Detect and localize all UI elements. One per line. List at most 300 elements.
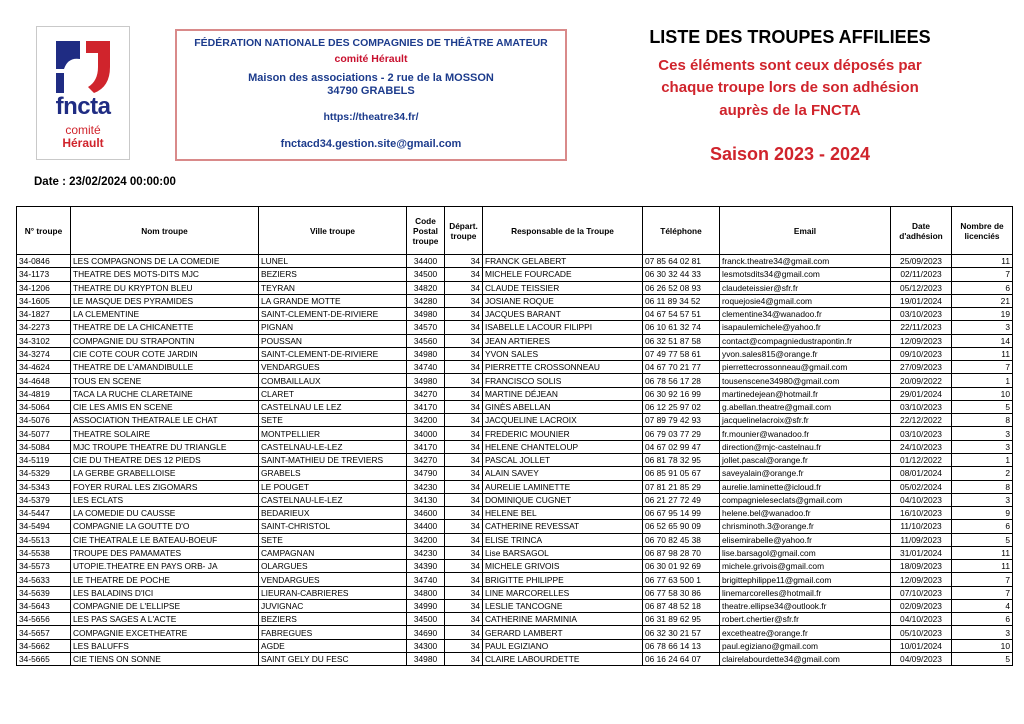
cell-email: contact@compagniedustrapontin.fr	[720, 334, 891, 347]
cell-city: CASTELNAU-LE-LEZ	[259, 440, 407, 453]
cell-name: FOYER RURAL LES ZIGOMARS	[71, 480, 259, 493]
cell-name: COMPAGNIE DE L'ELLIPSE	[71, 599, 259, 612]
cell-num: 34-5494	[17, 520, 71, 533]
cell-date: 19/01/2024	[891, 294, 952, 307]
federation-address2: 34790 GRABELS	[327, 85, 415, 97]
fncta-logo-icon	[50, 37, 116, 97]
cell-phone: 07 89 79 42 93	[643, 414, 720, 427]
cell-department: 34	[445, 599, 483, 612]
cell-count: 1	[952, 453, 1013, 466]
cell-num: 34-5662	[17, 639, 71, 652]
cell-count: 11	[952, 546, 1013, 559]
cell-name: THEATRE SOLAIRE	[71, 427, 259, 440]
table-row	[17, 599, 1013, 612]
cell-count: 11	[952, 560, 1013, 573]
cell-phone: 06 78 56 17 28	[643, 374, 720, 387]
cell-count: 6	[952, 281, 1013, 294]
cell-num: 34-1173	[17, 268, 71, 281]
table-row	[17, 427, 1013, 440]
page-title: LISTE DES TROUPES AFFILIEES	[649, 27, 931, 47]
cell-phone: 06 87 98 28 70	[643, 546, 720, 559]
cell-manager: MARTINE DÉJEAN	[483, 387, 643, 400]
header-name: Nom troupe	[71, 207, 259, 255]
table-row	[17, 308, 1013, 321]
cell-name: TROUPE DES PAMAMATES	[71, 546, 259, 559]
cell-name: LA GERBE GRABELLOISE	[71, 467, 259, 480]
cell-count: 8	[952, 480, 1013, 493]
cell-name: THEATRE DES MOTS-DITS MJC	[71, 268, 259, 281]
cell-date: 03/10/2023	[891, 400, 952, 413]
cell-name: LA CLEMENTINE	[71, 308, 259, 321]
cell-postal-code: 34790	[407, 467, 445, 480]
cell-num: 34-3102	[17, 334, 71, 347]
cell-count: 3	[952, 493, 1013, 506]
header-email: Email	[720, 207, 891, 255]
cell-count: 5	[952, 400, 1013, 413]
header-manager: Responsable de la Troupe	[483, 207, 643, 255]
cell-date: 29/01/2024	[891, 387, 952, 400]
cell-city: GRABELS	[259, 467, 407, 480]
cell-date: 12/09/2023	[891, 334, 952, 347]
cell-date: 25/09/2023	[891, 255, 952, 268]
cell-department: 34	[445, 361, 483, 374]
cell-postal-code: 34560	[407, 334, 445, 347]
federation-box	[175, 29, 567, 161]
table-row	[17, 400, 1013, 413]
cell-date: 09/10/2023	[891, 347, 952, 360]
header-count: Nombre de licenciés	[952, 207, 1013, 255]
cell-city: TEYRAN	[259, 281, 407, 294]
cell-city: LIEURAN-CABRIERES	[259, 586, 407, 599]
cell-count: 2	[952, 467, 1013, 480]
cell-phone: 06 30 01 92 69	[643, 560, 720, 573]
cell-manager: AURELIE LAMINETTE	[483, 480, 643, 493]
cell-name: CIE COTE COUR COTE JARDIN	[71, 347, 259, 360]
cell-num: 34-5657	[17, 626, 71, 639]
cell-num: 34-5343	[17, 480, 71, 493]
cell-date: 20/09/2022	[891, 374, 952, 387]
cell-postal-code: 34740	[407, 361, 445, 374]
table-row	[17, 586, 1013, 599]
cell-manager: JACQUELINE LACROIX	[483, 414, 643, 427]
header-city: Ville troupe	[259, 207, 407, 255]
cell-date: 27/09/2023	[891, 361, 952, 374]
cell-department: 34	[445, 281, 483, 294]
cell-num: 34-5077	[17, 427, 71, 440]
cell-count: 8	[952, 414, 1013, 427]
cell-count: 21	[952, 294, 1013, 307]
cell-name: UTOPIE.THEATRE EN PAYS ORB- JA	[71, 560, 259, 573]
cell-date: 12/09/2023	[891, 573, 952, 586]
cell-email: roquejosie4@gmail.com	[720, 294, 891, 307]
cell-phone: 04 67 70 21 77	[643, 361, 720, 374]
cell-department: 34	[445, 533, 483, 546]
cell-phone: 06 30 92 16 99	[643, 387, 720, 400]
cell-manager: HELENE BEL	[483, 507, 643, 520]
cell-num: 34-5084	[17, 440, 71, 453]
cell-name: LES BALUFFS	[71, 639, 259, 652]
table-row	[17, 321, 1013, 334]
cell-city: LUNEL	[259, 255, 407, 268]
subtitle-line2: chaque troupe lors de son adhésion	[661, 79, 919, 96]
cell-name: TACA LA RUCHE CLARETAINE	[71, 387, 259, 400]
cell-num: 34-5513	[17, 533, 71, 546]
cell-date: 03/10/2023	[891, 308, 952, 321]
cell-postal-code: 34170	[407, 400, 445, 413]
cell-phone: 06 32 51 87 58	[643, 334, 720, 347]
cell-department: 34	[445, 480, 483, 493]
cell-name: THEATRE DU KRYPTON BLEU	[71, 281, 259, 294]
cell-name: LES ECLATS	[71, 493, 259, 506]
cell-city: SAINT-CLEMENT-DE-RIVIERE	[259, 308, 407, 321]
cell-postal-code: 34570	[407, 321, 445, 334]
cell-manager: MICHELE FOURCADE	[483, 268, 643, 281]
table-row	[17, 281, 1013, 294]
cell-phone: 06 70 82 45 38	[643, 533, 720, 546]
cell-city: BEZIERS	[259, 268, 407, 281]
cell-count: 3	[952, 440, 1013, 453]
cell-postal-code: 34270	[407, 387, 445, 400]
table-row	[17, 480, 1013, 493]
cell-department: 34	[445, 268, 483, 281]
cell-email: franck.theatre34@gmail.com	[720, 255, 891, 268]
cell-name: LE MASQUE DES PYRAMIDES	[71, 294, 259, 307]
cell-department: 34	[445, 652, 483, 665]
federation-committee: comité Hérault	[334, 53, 408, 65]
cell-name: LES BALADINS D'ICI	[71, 586, 259, 599]
cell-email: jollet.pascal@orange.fr	[720, 453, 891, 466]
cell-phone: 06 77 58 30 86	[643, 586, 720, 599]
cell-date: 31/01/2024	[891, 546, 952, 559]
cell-phone: 06 85 91 05 67	[643, 467, 720, 480]
cell-postal-code: 34230	[407, 480, 445, 493]
cell-email: jacquelinelacroix@sfr.fr	[720, 414, 891, 427]
cell-city: OLARGUES	[259, 560, 407, 573]
cell-city: JUVIGNAC	[259, 599, 407, 612]
cell-phone: 06 78 66 14 13	[643, 639, 720, 652]
cell-count: 3	[952, 427, 1013, 440]
cell-city: BEDARIEUX	[259, 507, 407, 520]
cell-postal-code: 34980	[407, 347, 445, 360]
cell-city: BEZIERS	[259, 613, 407, 626]
cell-email: theatre.ellipse34@outlook.fr	[720, 599, 891, 612]
cell-city: COMBAILLAUX	[259, 374, 407, 387]
cell-postal-code: 34170	[407, 440, 445, 453]
cell-email: martinedejean@hotmail.fr	[720, 387, 891, 400]
federation-name: FÉDÉRATION NATIONALE DES COMPAGNIES DE THÉÂTRE AMATEUR	[194, 37, 548, 49]
cell-name: THEATRE DE L'AMANDIBULLE	[71, 361, 259, 374]
cell-postal-code: 34300	[407, 639, 445, 652]
cell-city: PIGNAN	[259, 321, 407, 334]
header-num: N° troupe	[17, 207, 71, 255]
cell-email: tousenscene34980@gmail.com	[720, 374, 891, 387]
logo-line1: comité	[65, 123, 101, 137]
cell-num: 34-4648	[17, 374, 71, 387]
cell-name: COMPAGNIE DU STRAPONTIN	[71, 334, 259, 347]
cell-department: 34	[445, 467, 483, 480]
cell-name: LES COMPAGNONS DE LA COMEDIE	[71, 255, 259, 268]
cell-manager: DOMINIQUE CUGNET	[483, 493, 643, 506]
cell-name: CIE THEATRALE LE BATEAU-BOEUF	[71, 533, 259, 546]
cell-postal-code: 34500	[407, 613, 445, 626]
cell-count: 9	[952, 507, 1013, 520]
cell-email: chrisminoth.3@orange.fr	[720, 520, 891, 533]
cell-count: 7	[952, 586, 1013, 599]
cell-email: fr.mounier@wanadoo.fr	[720, 427, 891, 440]
cell-postal-code: 34230	[407, 546, 445, 559]
cell-count: 3	[952, 626, 1013, 639]
cell-date: 18/09/2023	[891, 560, 952, 573]
cell-email: yvon.sales815@orange.fr	[720, 347, 891, 360]
cell-name: CIE LES AMIS EN SCENE	[71, 400, 259, 413]
table-row	[17, 268, 1013, 281]
cell-postal-code: 34980	[407, 652, 445, 665]
header-postal-code: Code Postal troupe	[407, 207, 445, 255]
cell-city: SETE	[259, 533, 407, 546]
cell-phone: 07 81 21 85 29	[643, 480, 720, 493]
cell-manager: ISABELLE LACOUR FILIPPI	[483, 321, 643, 334]
table-row	[17, 414, 1013, 427]
cell-num: 34-1827	[17, 308, 71, 321]
cell-manager: PASCAL JOLLET	[483, 453, 643, 466]
cell-manager: LINE MARCORELLES	[483, 586, 643, 599]
cell-date: 01/12/2022	[891, 453, 952, 466]
cell-manager: MICHELE GRIVOIS	[483, 560, 643, 573]
cell-city: VENDARGUES	[259, 573, 407, 586]
cell-city: SAINT-MATHIEU DE TREVIERS	[259, 453, 407, 466]
cell-name: MJC TROUPE THEATRE DU TRIANGLE	[71, 440, 259, 453]
cell-email: pierrettecrossonneau@gmail.com	[720, 361, 891, 374]
cell-phone: 06 26 52 08 93	[643, 281, 720, 294]
cell-email: helene.bel@wanadoo.fr	[720, 507, 891, 520]
cell-city: FABREGUES	[259, 626, 407, 639]
season-title: Saison 2023 - 2024	[709, 144, 871, 164]
troupes-table	[16, 206, 1013, 666]
cell-manager: CLAIRE LABOURDETTE	[483, 652, 643, 665]
cell-num: 34-4819	[17, 387, 71, 400]
cell-postal-code: 34390	[407, 560, 445, 573]
cell-city: LA GRANDE MOTTE	[259, 294, 407, 307]
subtitle-line1: Ces éléments sont ceux déposés par	[658, 57, 922, 74]
header-date: Date d'adhésion	[891, 207, 952, 255]
cell-manager: Lise BARSAGOL	[483, 546, 643, 559]
table-row	[17, 334, 1013, 347]
cell-num: 34-5573	[17, 560, 71, 573]
table-row	[17, 347, 1013, 360]
cell-phone: 06 87 48 52 18	[643, 599, 720, 612]
cell-postal-code: 34130	[407, 493, 445, 506]
cell-count: 11	[952, 255, 1013, 268]
cell-phone: 04 67 02 99 47	[643, 440, 720, 453]
cell-date: 22/12/2022	[891, 414, 952, 427]
table-row	[17, 467, 1013, 480]
cell-count: 1	[952, 374, 1013, 387]
cell-count: 11	[952, 347, 1013, 360]
federation-website[interactable]: https://theatre34.fr/	[323, 111, 419, 123]
cell-phone: 06 31 89 62 95	[643, 613, 720, 626]
cell-date: 04/09/2023	[891, 652, 952, 665]
cell-city: CLARET	[259, 387, 407, 400]
cell-manager: JOSIANE ROQUE	[483, 294, 643, 307]
cell-num: 34-5064	[17, 400, 71, 413]
cell-department: 34	[445, 639, 483, 652]
cell-manager: FREDERIC MOUNIER	[483, 427, 643, 440]
cell-city: LE POUGET	[259, 480, 407, 493]
cell-manager: HELENE CHANTELOUP	[483, 440, 643, 453]
cell-date: 02/09/2023	[891, 599, 952, 612]
table-row	[17, 507, 1013, 520]
cell-postal-code: 34990	[407, 599, 445, 612]
header-phone: Téléphone	[643, 207, 720, 255]
cell-num: 34-5329	[17, 467, 71, 480]
cell-city: CASTELNAU-LE-LEZ	[259, 493, 407, 506]
cell-phone: 06 30 32 44 33	[643, 268, 720, 281]
cell-department: 34	[445, 613, 483, 626]
cell-email: paul.egiziano@gmail.com	[720, 639, 891, 652]
cell-department: 34	[445, 308, 483, 321]
table-row	[17, 613, 1013, 626]
cell-num: 34-5665	[17, 652, 71, 665]
table-row	[17, 573, 1013, 586]
cell-department: 34	[445, 387, 483, 400]
cell-manager: FRANCK GELABERT	[483, 255, 643, 268]
cell-phone: 06 67 95 14 99	[643, 507, 720, 520]
cell-postal-code: 34980	[407, 308, 445, 321]
cell-manager: ALAIN SAVEY	[483, 467, 643, 480]
cell-city: CASTELNAU LE LEZ	[259, 400, 407, 413]
cell-department: 34	[445, 626, 483, 639]
cell-name: COMPAGNIE LA GOUTTE D'O	[71, 520, 259, 533]
cell-department: 34	[445, 586, 483, 599]
cell-postal-code: 34400	[407, 255, 445, 268]
cell-num: 34-5656	[17, 613, 71, 626]
cell-num: 34-5379	[17, 493, 71, 506]
cell-department: 34	[445, 520, 483, 533]
cell-city: SAINT-CHRISTOL	[259, 520, 407, 533]
cell-email: clairelabourdette34@gmail.com	[720, 652, 891, 665]
cell-department: 34	[445, 294, 483, 307]
cell-num: 34-4624	[17, 361, 71, 374]
cell-count: 19	[952, 308, 1013, 321]
cell-phone: 04 67 54 57 51	[643, 308, 720, 321]
table-row	[17, 255, 1013, 268]
cell-num: 34-5639	[17, 586, 71, 599]
cell-postal-code: 34000	[407, 427, 445, 440]
federation-address1: Maison des associations - 2 rue de la MOSSON	[248, 72, 494, 84]
cell-date: 03/10/2023	[891, 427, 952, 440]
cell-phone: 07 85 64 02 81	[643, 255, 720, 268]
cell-count: 10	[952, 639, 1013, 652]
cell-postal-code: 34820	[407, 281, 445, 294]
cell-phone: 06 16 24 64 07	[643, 652, 720, 665]
table-row	[17, 294, 1013, 307]
cell-count: 7	[952, 573, 1013, 586]
cell-date: 16/10/2023	[891, 507, 952, 520]
federation-email[interactable]: fnctacd34.gestion.site@gmail.com	[280, 138, 462, 150]
cell-phone: 06 10 61 32 74	[643, 321, 720, 334]
cell-manager: LESLIE TANCOGNE	[483, 599, 643, 612]
logo-line2: Hérault	[62, 136, 104, 150]
cell-email: isapaulemichele@yahoo.fr	[720, 321, 891, 334]
cell-email: brigittephilippe11@gmail.com	[720, 573, 891, 586]
cell-manager: CLAUDE TEISSIER	[483, 281, 643, 294]
cell-num: 34-3274	[17, 347, 71, 360]
cell-date: 02/11/2023	[891, 268, 952, 281]
cell-count: 5	[952, 652, 1013, 665]
cell-date: 22/11/2023	[891, 321, 952, 334]
cell-phone: 06 79 03 77 29	[643, 427, 720, 440]
cell-city: AGDE	[259, 639, 407, 652]
cell-date: 05/02/2024	[891, 480, 952, 493]
cell-count: 7	[952, 361, 1013, 374]
cell-manager: PAUL EGIZIANO	[483, 639, 643, 652]
table-row	[17, 639, 1013, 652]
fncta-logo	[36, 26, 130, 160]
table-row	[17, 652, 1013, 665]
cell-num: 34-1206	[17, 281, 71, 294]
cell-department: 34	[445, 321, 483, 334]
cell-num: 34-5633	[17, 573, 71, 586]
cell-postal-code: 34200	[407, 533, 445, 546]
cell-manager: GERARD LAMBERT	[483, 626, 643, 639]
cell-manager: JEAN ARTIERES	[483, 334, 643, 347]
table-row	[17, 361, 1013, 374]
cell-department: 34	[445, 493, 483, 506]
cell-email: saveyalain@orange.fr	[720, 467, 891, 480]
table-row	[17, 387, 1013, 400]
cell-manager: GINÈS ABELLAN	[483, 400, 643, 413]
table-row	[17, 440, 1013, 453]
cell-department: 34	[445, 573, 483, 586]
cell-postal-code: 34980	[407, 374, 445, 387]
cell-date: 08/01/2024	[891, 467, 952, 480]
cell-city: VENDARGUES	[259, 361, 407, 374]
cell-email: robert.chertier@sfr.fr	[720, 613, 891, 626]
cell-date: 05/10/2023	[891, 626, 952, 639]
cell-date: 05/12/2023	[891, 281, 952, 294]
cell-postal-code: 34690	[407, 626, 445, 639]
cell-num: 34-5643	[17, 599, 71, 612]
cell-date: 10/01/2024	[891, 639, 952, 652]
table-row	[17, 493, 1013, 506]
cell-name: TOUS EN SCENE	[71, 374, 259, 387]
logo-name: fncta	[55, 93, 111, 120]
cell-count: 7	[952, 268, 1013, 281]
cell-name: COMPAGNIE EXCETHEATRE	[71, 626, 259, 639]
cell-num: 34-2273	[17, 321, 71, 334]
cell-phone: 06 21 27 72 49	[643, 493, 720, 506]
cell-city: SETE	[259, 414, 407, 427]
cell-department: 34	[445, 453, 483, 466]
cell-email: lesmotsdits34@gmail.com	[720, 268, 891, 281]
cell-date: 04/10/2023	[891, 493, 952, 506]
cell-num: 34-5119	[17, 453, 71, 466]
cell-count: 4	[952, 599, 1013, 612]
cell-num: 34-5447	[17, 507, 71, 520]
cell-date: 24/10/2023	[891, 440, 952, 453]
cell-department: 34	[445, 347, 483, 360]
cell-manager: PIERRETTE CROSSONNEAU	[483, 361, 643, 374]
cell-postal-code: 34270	[407, 453, 445, 466]
cell-date: 04/10/2023	[891, 613, 952, 626]
cell-manager: CATHERINE REVESSAT	[483, 520, 643, 533]
cell-postal-code: 34600	[407, 507, 445, 520]
table-row	[17, 626, 1013, 639]
table-row	[17, 453, 1013, 466]
cell-city: CAMPAGNAN	[259, 546, 407, 559]
cell-email: linemarcorelles@hotmail.fr	[720, 586, 891, 599]
cell-count: 14	[952, 334, 1013, 347]
